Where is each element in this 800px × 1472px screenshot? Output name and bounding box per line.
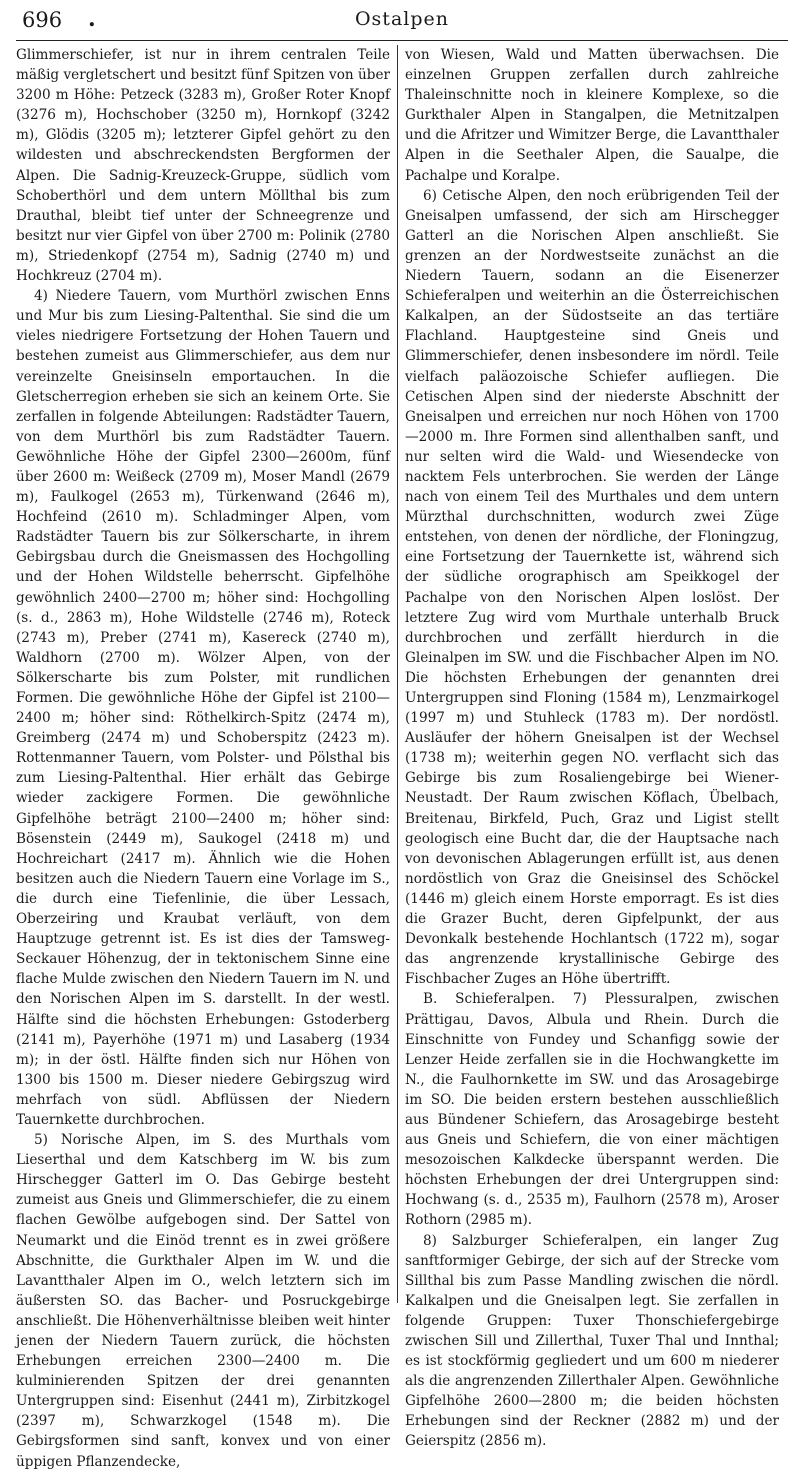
page-number: 696 <box>22 8 63 32</box>
left-column <box>16 45 397 1470</box>
paragraph: 4) Niedere Tauern, vom Murthörl zwischen Enns und Mur bis zum Liesing-Paltenthal. Sie sind die um vieles niedrigere Fortsetzung der Hohen Tauern und bestehen zumeist aus Glimmerschiefer, aus dem nur vereinzelte Gneisinseln emportauchen. In die Gletscherregion erheben sie sich an keinem Orte. Sie zerfallen in folgende Abteilungen: Radstädter Tauern, von dem Murthörl bis zum Radstädter Tauern. Gewöhnliche Höhe der Gipfel 2300—2600m, fünf über 2600 m: Weißeck (2709 m), Moser Mandl (2679 m), Faulkogel (2653 m), Türkenwand (2646 m), Hochfeind (2610 m). Schladminger Alpen, vom Radstädter Tauern bis zur Sölkerscharte, in ihrem Gebirgsbau durch die Gneismassen des Hochgolling und der Hohen Wildstelle beherrscht. Gipfelhöhe gewöhnlich 2400—2700 m; höher sind: Hochgolling (s. d., 2863 m), Hohe Wildstelle (2746 m), Roteck (2743 m), Preber (2741 m), Kasereck (2740 m), Waldhorn (2700 m). Wölzer Alpen, von der Sölkerscharte bis zum Polster, mit rundlichen Formen. Die gewöhnliche Höhe der Gipfel ist 2100—2400 m; höher sind: Röthelkirch-Spitz (2474 m), Greimberg (2474 m) und Schoberspitz (2423 m). Rottenmanner Tauern, vom Polster- und Pölsthal bis zum Liesing-Paltenthal. Hier erhält das Gebirge wieder zackigere Formen. Die gewöhnliche Gipfelhöhe beträgt 2100—2400 m; höher sind: Bösenstein (2449 m), Saukogel (2418 m) und Hochreichart (2417 m). Ähnlich wie die Hohen besitzen auch die Niedern Tauern eine Vorlage im S., die durch eine Tiefenlinie, die über Lessach, Oberzeiring und Kraubat verläuft, von dem Hauptzuge getrennt ist. Es ist dies der Tamsweg-Seckauer Höhenzug, der in tektonischem Sinne eine flache Mulde zwischen den Niedern Tauern im N. und den Norischen Alpen im S. darstellt. In der westl. Hälfte sind die höchsten Erhebungen: Gstoderberg (2141 m), Payerhöhe (1971 m) und Lasaberg (1934 m); in der östl. Hälfte finden sich nur Höhen von 1300 bis 1500 m. Dieser niedere Gebirgszug wird mehrfach von südl. Abflüssen der Niedern Tauernkette durchbrochen. <box>16 288 390 1128</box>
paragraph: von Wiesen, Wald und Matten überwachsen. Die einzelnen Gruppen zerfallen durch zahlreiche Thaleinschnitte noch in kleinere Komplexe, so die Gurkthaler Alpen in Stangalpen, die Metnitzalpen und die Afritzer und Wimitzer Berge, die Lavantthaler Alpen in die Seethaler Alpen, die Saualpe, die Pachalpe und Koralpe. <box>405 47 779 184</box>
paragraph: Glimmerschiefer, ist nur in ihrem centralen Teile mäßig vergletschert und besitzt fünf Spitzen von über 3200 m Höhe: Petzeck (3283 m), Großer Roter Knopf (3276 m), Hochschober (3250 m), Hornkopf (3242 m), Glödis (3205 m); letzterer Gipfel gehört zu den wildesten und abschreckendsten Bergformen der Alpen. Die Sadnig-Kreuzeck-Gruppe, südlich vom Schoberthörl und dem untern Möllthal bis zum Drauthal, bleibt tief unter der Schneegrenze und besitzt nur vier Gipfel von über 2700 m: Polinik (2780 m), Striedenkopf (2754 m), Sadnig (2740 m) und Hochkreuz (2704 m). <box>16 47 390 285</box>
paragraph: 5) Norische Alpen, im S. des Murthals vom Lieserthal und dem Katschberg im W. bis zum Hirschegger Gatterl im O. Das Gebirge besteht zumeist aus Gneis und Glimmerschiefer, die zu einem flachen Gewölbe aufgebogen sind. Der Sattel von Neumarkt und die Einöd trennt es in zwei größere Abschnitte, die Gurkthaler Alpen im W. und die Lavantthaler Alpen im O., welch letztern sich im äußersten SO. das Bacher- und Posruckgebirge anschließt. Die Höhenverhältnisse bleiben weit hinter jenen der Niedern Tauern zurück, die höchsten Erhebungen erreichen 2300—2400 m. Die kulminierenden Spitzen der drei genannten Untergruppen sind: Eisenhut (2441 m), Zirbitzkogel (2397 m), Schwarzkogel (1548 m). Die Gebirgsformen sind sanft, konvex und von einer üppigen Pflanzendecke, <box>16 1132 390 1470</box>
header-dot: . <box>88 6 96 32</box>
right-column <box>398 45 779 1450</box>
paragraph: B. Schieferalpen. 7) Plessuralpen, zwischen Prättigau, Davos, Albula und Rhein. Durch die Einschnitte von Fundey und Schanfigg sowie der Lenzer Heide zerfallen sie in die Hochwangkette im N., die Faulhornkette im SW. und das Arosagebirge im SO. Die beiden erstern bestehen ausschließlich aus Bündener Schiefern, das Arosagebirge besteht aus Gneis und Schiefern, die von einer mächtigen mesozoischen Kalkdecke überspannt werden. Die höchsten Erhebungen der drei Untergruppen sind: Hochwang (s. d., 2535 m), Faulhorn (2578 m), Aroser Rothorn (2985 m). <box>405 991 779 1229</box>
page-header <box>16 0 788 41</box>
text-columns <box>16 41 788 1470</box>
running-head: Ostalpen <box>354 8 449 30</box>
paragraph: 6) Cetische Alpen, den noch erübrigenden Teil der Gneisalpen umfassend, der sich am Hirschegger Gatterl an die Norischen Alpen anschließt. Sie grenzen an der Nordwestseite zunächst an die Niedern Tauern, sodann an die Eisenerzer Schieferalpen und weiterhin an die Österreichischen Kalkalpen, an der Südostseite an das tertiäre Flachland. Hauptgesteine sind Gneis und Glimmerschiefer, denen insbesondere im nördl. Teile vielfach paläozoische Schiefer aufliegen. Die Cetischen Alpen sind der niederste Abschnitt der Gneisalpen und erreichen nur noch Höhen von 1700—2000 m. Ihre Formen sind allenthalben sanft, und nur selten wird die Wald- und Wiesendecke von nacktem Fels unterbrochen. Sie werden der Länge nach von einem Teil des Murthales und dem untern Mürzthal durchschnitten, wodurch zwei Züge entstehen, von denen der nördliche, der Floningzug, eine Fortsetzung der Tauernkette ist, während sich der südliche orographisch am Speikkogel der Pachalpe von den Norischen Alpen loslöst. Der letztere Zug wird vom Murthale unterhalb Bruck durchbrochen und zerfällt hierdurch in die Gleinalpen im SW. und die Fischbacher Alpen im NO. Die höchsten Erhebungen der genannten drei Untergruppen sind Floning (1584 m), Lenzmairkogel (1997 m) und Stuhleck (1783 m). Der nordöstl. Ausläufer der höhern Gneisalpen ist der Wechsel (1738 m); weiterhin gegen NO. verflacht sich das Gebirge bis zum Rosaliengebirge bei Wiener-Neustadt. Der Raum zwischen Köflach, Übelbach, Breitenau, Birkfeld, Puch, Graz und Ligist stellt geologisch eine Bucht dar, die der Hauptsache nach von devonischen Ablagerungen erfüllt ist, aus denen nordöstlich von Graz die Gneisinsel des Schöckel (1446 m) gleich einem Horste emporragt. Es ist dies die Grazer Bucht, deren Gipfelpunkt, der aus Devonkalk bestehende Hochlantsch (1722 m), sogar das angrenzende krystallinische Gebirge des Fischbacher Zuges an Höhe übertrifft. <box>405 187 779 988</box>
paragraph: 8) Salzburger Schieferalpen, ein langer Zug sanftformiger Gebirge, der sich auf der Strecke vom Sillthal bis zum Passe Mandling zwischen die nördl. Kalkalpen und die Gneisalpen legt. Sie zerfallen in folgende Gruppen: Tuxer Thonschiefergebirge zwischen Sill und Zillerthal, Tuxer Thal und Innthal; es ist stockförmig gegliedert und um 600 m niederer als die angrenzenden Zillerthaler Alpen. Gewöhnliche Gipfelhöhe 2600—2800 m; die beiden höchsten Erhebungen sind der Reckner (2882 m) und der Geierspitz (2856 m). <box>405 1232 779 1450</box>
